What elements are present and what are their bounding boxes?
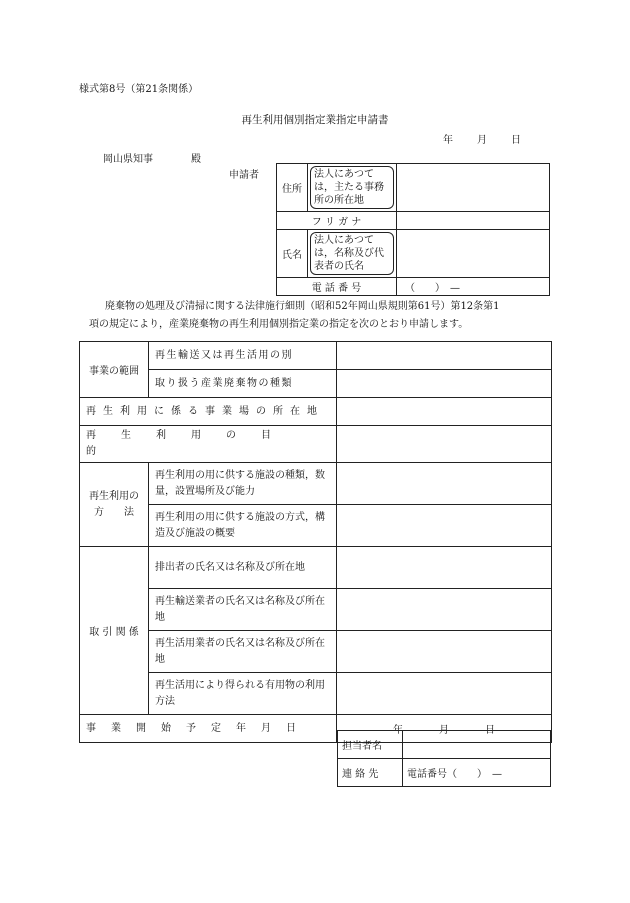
statement-line-2: 項の規定により，産業廃棄物の再生利用個別指定業の指定を次のとおり申請します。 <box>89 319 469 330</box>
facility-type-value[interactable] <box>337 463 552 505</box>
contact-label: 連 絡 先 <box>338 759 403 787</box>
waste-type-value[interactable] <box>337 370 552 398</box>
start-date-label: 事業開始予定年月日 <box>80 715 337 743</box>
applicant-label: 申請者 <box>229 170 259 181</box>
utilizer-value[interactable] <box>337 631 552 673</box>
form-number: 様式第8号（第21条関係） <box>79 84 199 95</box>
start-year: 年 <box>393 725 403 736</box>
applicant-table <box>276 163 550 296</box>
phone-value[interactable]: （ ） — <box>397 278 550 296</box>
furigana-value[interactable] <box>397 212 550 230</box>
method-label <box>80 463 149 547</box>
submission-date <box>443 131 521 146</box>
scope-label: 事業の範囲 <box>80 342 149 398</box>
addressee <box>103 150 201 165</box>
discharger-label: 排出者の氏名又は名称及び所在地 <box>149 547 337 589</box>
application-statement <box>89 298 559 334</box>
discharger-value[interactable] <box>337 547 552 589</box>
utilizer-label: 再生活用業者の氏名又は名称及び所在地 <box>149 631 337 673</box>
date-month: 月 <box>477 135 487 146</box>
facility-method-value[interactable] <box>337 505 552 547</box>
product-use-value[interactable] <box>337 673 552 715</box>
start-month: 月 <box>439 725 449 736</box>
address-key: 住所 <box>277 164 308 212</box>
name-key: 氏名 <box>277 230 308 278</box>
contact-phone-value[interactable]: 電話番号（ ） — <box>403 759 551 787</box>
addressee-name: 岡山県知事 <box>103 154 153 165</box>
facility-type-label: 再生利用の用に供する施設の種類，数量，設置場所及び能力 <box>149 463 337 505</box>
person-in-charge-value[interactable] <box>403 731 551 759</box>
scope-type-label: 再生輸送又は再生活用の別 <box>149 342 337 370</box>
method-label-line-1: 再生利用の <box>89 490 139 502</box>
address-note: 法人にあつては，主たる事務所の所在地 <box>310 166 394 209</box>
name-note: 法人にあつては，名称及び代表者の氏名 <box>310 232 394 275</box>
facility-method-label: 再生利用の用に供する施設の方式，構造及び施設の概要 <box>149 505 337 547</box>
person-in-charge-label: 担当者名 <box>338 731 403 759</box>
waste-type-label: 取り扱う産業廃棄物の種類 <box>149 370 337 398</box>
address-value[interactable] <box>397 164 550 212</box>
date-day: 日 <box>511 135 521 146</box>
method-label-line-2: 方 法 <box>94 506 134 518</box>
transporter-value[interactable] <box>337 589 552 631</box>
purpose-value[interactable] <box>337 426 552 463</box>
contact-table <box>337 730 551 787</box>
furigana-label: フ リ ガ ナ <box>277 212 397 230</box>
site-location-value[interactable] <box>337 398 552 426</box>
application-table <box>79 341 552 743</box>
addressee-honorific: 殿 <box>191 154 201 165</box>
name-value[interactable] <box>397 230 550 278</box>
transporter-label: 再生輸送業者の氏名又は名称及び所在地 <box>149 589 337 631</box>
purpose-label: 再生利用の目的 <box>80 426 337 463</box>
phone-label: 電 話 番 号 <box>277 278 397 296</box>
product-use-label: 再生活用により得られる有用物の利用方法 <box>149 673 337 715</box>
date-year: 年 <box>443 135 453 146</box>
trade-label: 取 引 関 係 <box>80 547 149 715</box>
start-day: 日 <box>485 725 495 736</box>
document-title: 再生利用個別指定業指定申請書 <box>241 114 389 126</box>
site-location-label: 再生利用に係る事業場の所在地 <box>80 398 337 426</box>
scope-type-value[interactable] <box>337 342 552 370</box>
statement-line-1: 廃棄物の処理及び清掃に関する法律施行細則（昭和52年岡山県規則第61号）第12条第1 <box>105 301 500 312</box>
